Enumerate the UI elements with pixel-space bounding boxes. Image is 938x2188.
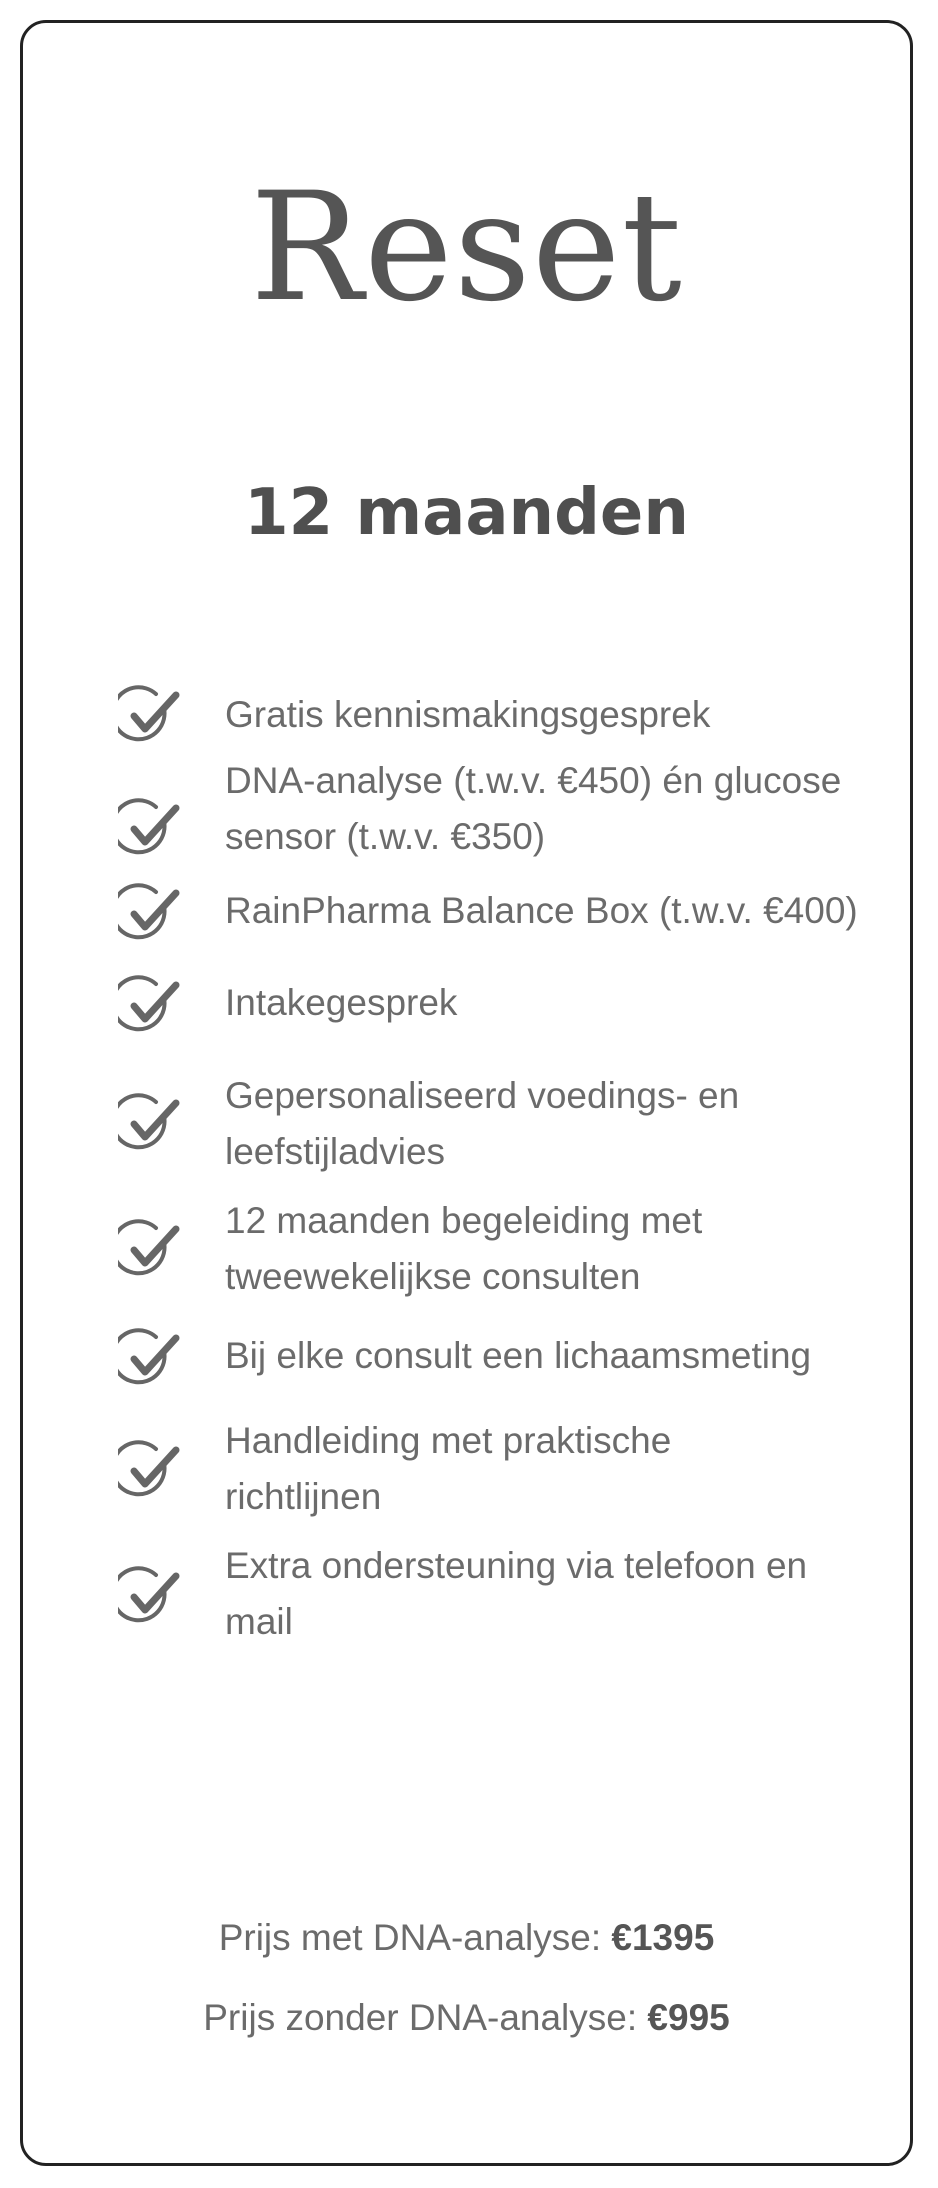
feature-text: RainPharma Balance Box (t.w.v. €400) — [225, 890, 858, 931]
feature-text-line2: leefstijladvies — [225, 1131, 446, 1172]
price-with-dna-value: €1395 — [611, 1917, 715, 1958]
feature-item — [23, 1413, 910, 1523]
check-circle-icon — [118, 1440, 180, 1502]
check-circle-icon — [118, 1566, 180, 1628]
feature-item — [23, 1068, 910, 1178]
feature-text: Extra ondersteuning via telefoon en — [225, 1545, 808, 1586]
check-circle-icon — [118, 685, 180, 747]
feature-text: Gepersonaliseerd voedings- en — [225, 1075, 740, 1116]
feature-item — [23, 753, 910, 863]
pricing-card — [20, 20, 913, 2166]
feature-text: 12 maanden begeleiding met — [225, 1200, 703, 1241]
check-circle-icon — [118, 1328, 180, 1390]
price-without-dna-label: Prijs zonder DNA-analyse: — [203, 1997, 648, 2038]
price-without-dna-value: €995 — [647, 1997, 730, 2038]
feature-text-line2: richtlijnen — [225, 1476, 382, 1517]
feature-text: DNA-analyse (t.w.v. €450) én glucose — [225, 760, 842, 801]
feature-text-line2: sensor (t.w.v. €350) — [225, 816, 546, 857]
check-circle-icon — [118, 1219, 180, 1281]
plan-duration: 12 maanden — [244, 476, 689, 550]
check-circle-icon — [118, 798, 180, 860]
feature-item — [23, 1193, 910, 1303]
feature-text: Gratis kennismakingsgesprek — [225, 694, 711, 735]
plan-title: Reset — [250, 161, 683, 335]
price-with-dna — [23, 1913, 910, 1963]
feature-item — [23, 1538, 910, 1648]
check-circle-icon — [118, 975, 180, 1037]
feature-text: Intakegesprek — [225, 982, 458, 1023]
price-without-dna — [23, 1993, 910, 2043]
check-circle-icon — [118, 1093, 180, 1155]
feature-text: Handleiding met praktische — [225, 1420, 672, 1461]
feature-text-line2: mail — [225, 1601, 293, 1642]
feature-text-line2: tweewekelijkse consulten — [225, 1256, 641, 1297]
check-circle-icon — [118, 883, 180, 945]
price-with-dna-label: Prijs met DNA-analyse: — [218, 1917, 612, 1958]
feature-text: Bij elke consult een lichaamsmeting — [225, 1335, 812, 1376]
